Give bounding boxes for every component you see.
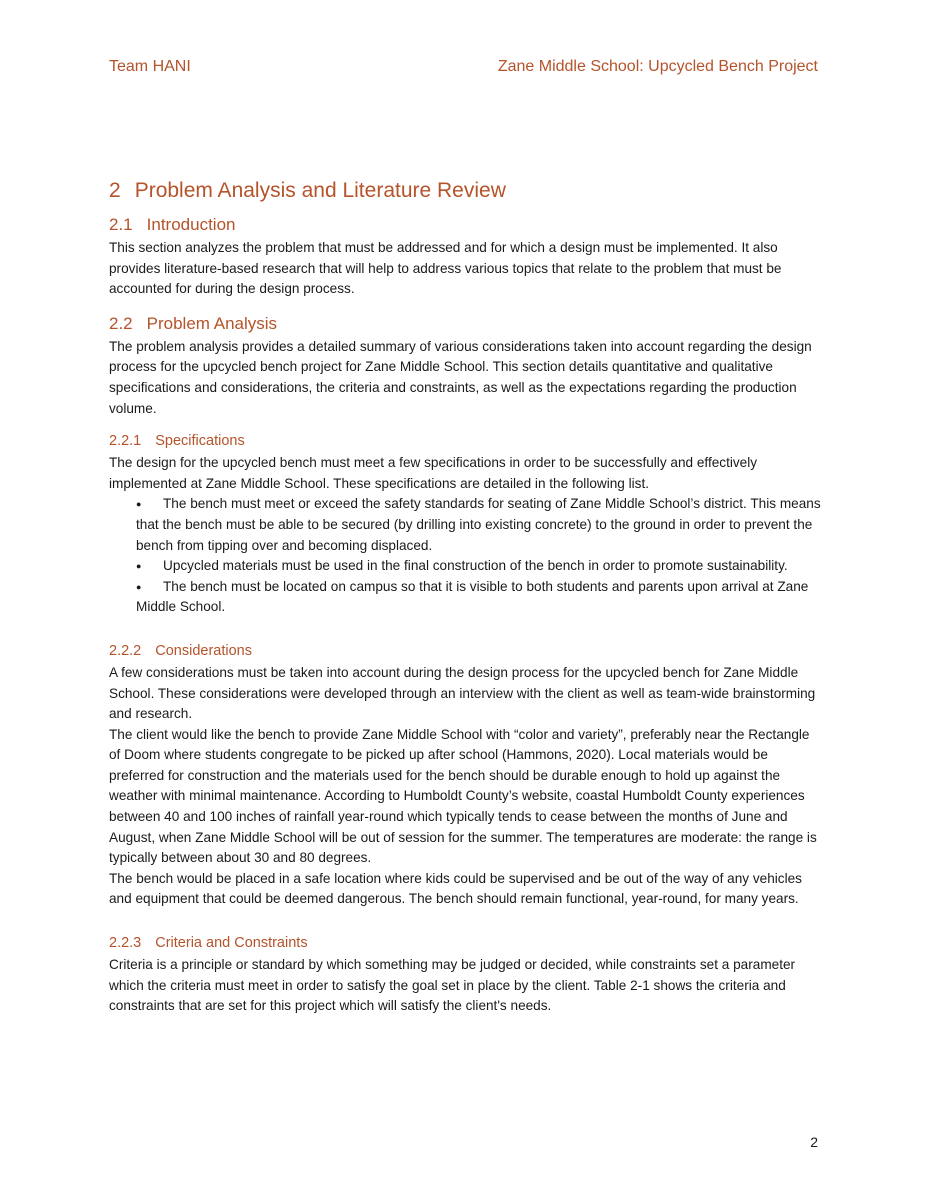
subsubsection-title: Criteria and Constraints xyxy=(155,935,308,952)
subsection-heading-introduction xyxy=(109,213,823,237)
list-item xyxy=(109,556,823,577)
header-project-title: Zane Middle School: Upcycled Bench Project xyxy=(497,58,818,75)
subsection-heading-problem-analysis xyxy=(109,312,823,336)
section-number: 2 xyxy=(109,179,121,202)
section-heading xyxy=(109,176,823,206)
considerations-paragraph: A few considerations must be taken into account during the design process for the upcycled bench for Zane Middle School. These considerations were developed through an interview with the client as well as team-wide brainstorming and research. xyxy=(109,664,816,722)
list-item-text: The bench must be located on campus so that it is visible to both students and parents upon arrival at Zane Middle School. xyxy=(136,578,809,615)
considerations-paragraph: The client would like the bench to provide Zane Middle School with “color and variety”, preferably near the Rectangle of Doom where students congregate to be picked up after school (Hammons, 2020). Local materials would be preferred for construction and the materials used for the bench should be durable enough to hold up against the weather with minimal maintenance. According to Humboldt County’s website, coastal Humboldt County experiences between 40 and 100 inches of rainfall year-round which typically tends to cease between the months of June and August, when Zane Middle School will be out of session for the summer. The temperatures are moderate: the range is typically between about 30 and 80 degrees. xyxy=(109,726,817,866)
bullet-icon: ● xyxy=(136,561,142,572)
subsection-number: 2.2 xyxy=(109,313,133,333)
document-body xyxy=(109,176,823,1017)
subsubsection-title: Considerations xyxy=(155,642,252,659)
bullet-icon: ● xyxy=(136,499,142,510)
criteria-constraints-paragraph: Criteria is a principle or standard by which something may be judged or decided, while constraints set a parameter which the criteria must meet in order to satisfy the goal set in place by the client. Table 2-1 shows the criteria and constraints that are set for this project which will satisfy the client's needs. xyxy=(109,957,796,1014)
subsubsection-heading-considerations xyxy=(109,641,823,662)
problem-analysis-paragraph: The problem analysis provides a detailed summary of various considerations taken into account regarding the design process for the upcycled bench project for Zane Middle School. This section details quantitative and qualitative specifications and considerations, the criteria and constraints, as well as the expectations regarding the production volume. xyxy=(109,338,812,416)
subsubsection-number: 2.2.2 xyxy=(109,642,142,659)
header-team-name: Team HANI xyxy=(109,58,191,75)
subsubsection-title: Specifications xyxy=(155,433,245,450)
section-title: Problem Analysis and Literature Review xyxy=(134,179,506,202)
specifications-list xyxy=(109,494,823,618)
specifications-paragraph: The design for the upcycled bench must meet a few specifications in order to be successfully and effectively implemented at Zane Middle School. These specifications are detailed in the following list. xyxy=(109,455,758,491)
subsubsection-heading-criteria-constraints xyxy=(109,933,823,954)
list-item xyxy=(109,494,823,556)
subsubsection-heading-specifications xyxy=(109,431,823,452)
considerations-paragraph: The bench would be placed in a safe location where kids could be supervised and be out of the way of any vehicles and equipment that could be deemed dangerous. The bench should remain functional, year-round, for many years. xyxy=(109,870,802,907)
subsection-title: Problem Analysis xyxy=(146,313,278,333)
subsubsection-number: 2.2.3 xyxy=(109,935,142,952)
list-item xyxy=(109,577,823,618)
subsection-title: Introduction xyxy=(146,215,236,234)
subsubsection-number: 2.2.1 xyxy=(109,433,142,450)
subsection-number: 2.1 xyxy=(109,215,133,234)
list-item-text: Upcycled materials must be used in the final construction of the bench in order to promote sustainability. xyxy=(163,558,788,574)
page-number: 2 xyxy=(810,1134,818,1150)
bullet-icon: ● xyxy=(136,581,142,592)
introduction-paragraph: This section analyzes the problem that must be addressed and for which a design must be implemented. It also provides literature-based research that will help to address various topics that relate to the problem that must be accounted for during the design process. xyxy=(109,240,782,297)
list-item-text: The bench must meet or exceed the safety standards for seating of Zane Middle School’s district. This means that the bench must be able to be secured (by drilling into existing concrete) to the ground in order to prevent the bench from tipping over and becoming displaced. xyxy=(136,496,821,553)
